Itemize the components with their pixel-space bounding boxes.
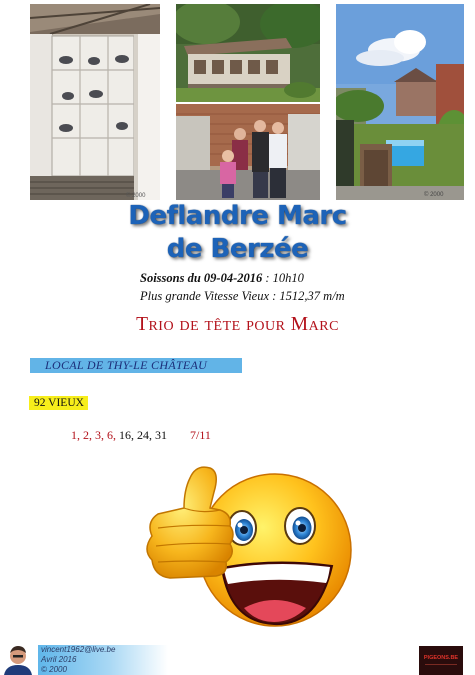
logo-text: PIGEONS.BE bbox=[423, 655, 459, 661]
logo-rule bbox=[425, 664, 457, 665]
page-title-line-2: de Berzée bbox=[166, 234, 309, 264]
results-other-places: 16, 24, 31 bbox=[116, 428, 167, 442]
photo-watermark: © 2000 bbox=[424, 192, 444, 198]
author-avatar bbox=[0, 643, 36, 675]
page-title-line-1: Deflandre Marc bbox=[128, 201, 347, 231]
race-speed: Plus grande Vitesse Vieux : 1512,37 m/m bbox=[140, 289, 345, 303]
results-top-places: 1, 2, 3, 6, bbox=[71, 428, 116, 442]
headline: Trio de tête pour Marc bbox=[136, 314, 339, 335]
garden-photo bbox=[336, 4, 464, 200]
footer-copyright: © 2000 bbox=[41, 665, 67, 674]
race-label: Soissons du 09-04-2016 bbox=[140, 271, 263, 285]
local-banner bbox=[30, 358, 242, 373]
local-label: LOCAL DE THY-LE CHÂTEAU bbox=[45, 358, 208, 372]
loft-interior-photo bbox=[30, 4, 160, 200]
thumbs-up-smiley-icon bbox=[140, 462, 355, 632]
category-badge: 92 VIEUX bbox=[29, 396, 88, 410]
results-places bbox=[71, 428, 167, 443]
pigeons-logo bbox=[419, 646, 463, 675]
race-info bbox=[140, 271, 304, 286]
race-time: : 10h10 bbox=[262, 271, 304, 285]
family-photo bbox=[176, 104, 320, 200]
results-ratio: 7/11 bbox=[190, 428, 211, 442]
loft-exterior-photo bbox=[176, 4, 320, 102]
footer-email[interactable]: vincent1962@live.be bbox=[41, 645, 116, 654]
photo-watermark: © 2000 bbox=[126, 193, 146, 199]
footer-date: Avril 2016 bbox=[41, 655, 77, 664]
